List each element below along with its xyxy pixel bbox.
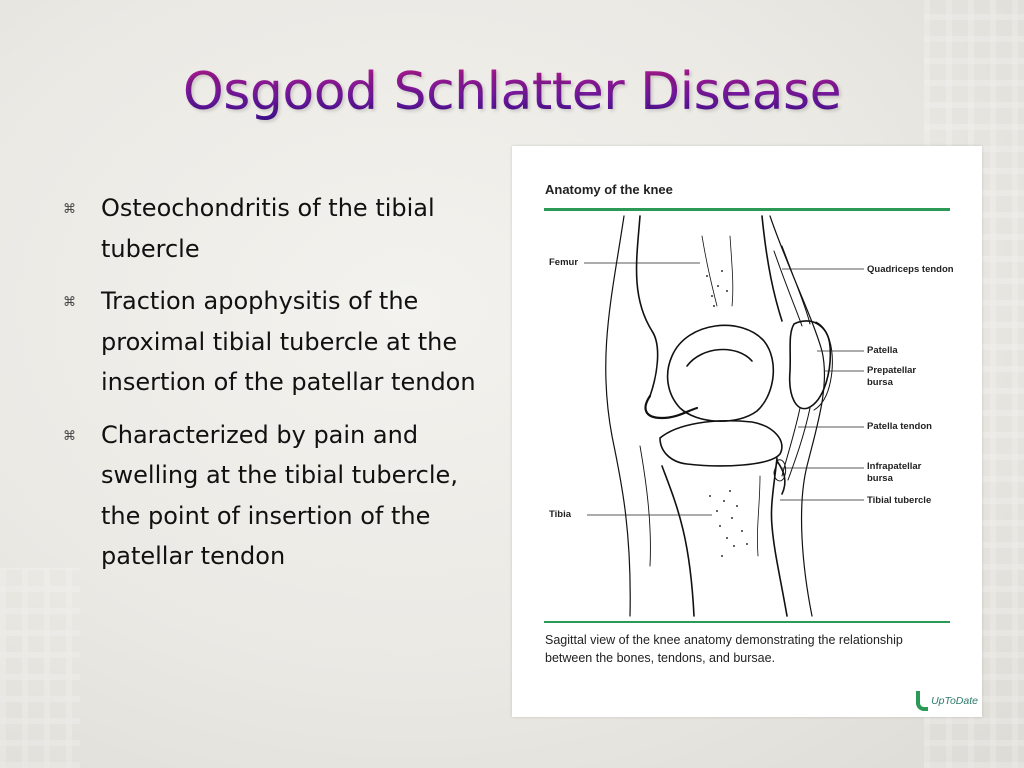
label-infrapatellar-bursa: Infrapatellar bursa: [867, 461, 922, 484]
label-patella: Patella: [867, 345, 898, 356]
figure-title: Anatomy of the knee: [545, 182, 673, 197]
bullet-list: [60, 188, 500, 589]
label-prepatellar-bursa: Prepatellar bursa: [867, 365, 917, 388]
label-tibial-tubercle: Tibial tubercle: [867, 495, 932, 506]
bullet-text: Osteochondritis of the tibial tubercle: [101, 194, 435, 263]
background-pattern-left: [0, 568, 80, 768]
command-key-icon: ⌘: [63, 202, 76, 217]
figure-caption: Sagittal view of the knee anatomy demonstrating the relationship between the bones, tendons, and bursae.: [545, 633, 903, 665]
uptodate-mark-icon: [916, 691, 928, 711]
bullet-item: [60, 415, 500, 577]
knee-anatomy-figure: [512, 146, 982, 717]
label-quadriceps-tendon: Quadriceps tendon: [867, 264, 954, 275]
label-femur: Femur: [549, 257, 579, 268]
command-key-icon: ⌘: [63, 428, 76, 444]
bullet-text: Characterized by pain and swelling at the tibial tubercle, the point of insertion of the patellar tendon: [101, 420, 458, 570]
command-key-icon: ⌘: [63, 295, 76, 310]
bullet-item: [60, 281, 500, 403]
uptodate-logo-text: UpToDate: [931, 695, 978, 707]
bullet-item: [60, 188, 500, 269]
uptodate-logo: [916, 691, 978, 711]
label-tibia: Tibia: [549, 509, 571, 520]
figure-bottom-rule: [544, 621, 950, 623]
bullet-text: Traction apophysitis of the proximal tibial tubercle at the insertion of the patellar tendon: [101, 287, 476, 396]
slide-title: Osgood Schlatter Disease: [0, 62, 1024, 122]
label-patella-tendon: Patella tendon: [867, 421, 932, 432]
